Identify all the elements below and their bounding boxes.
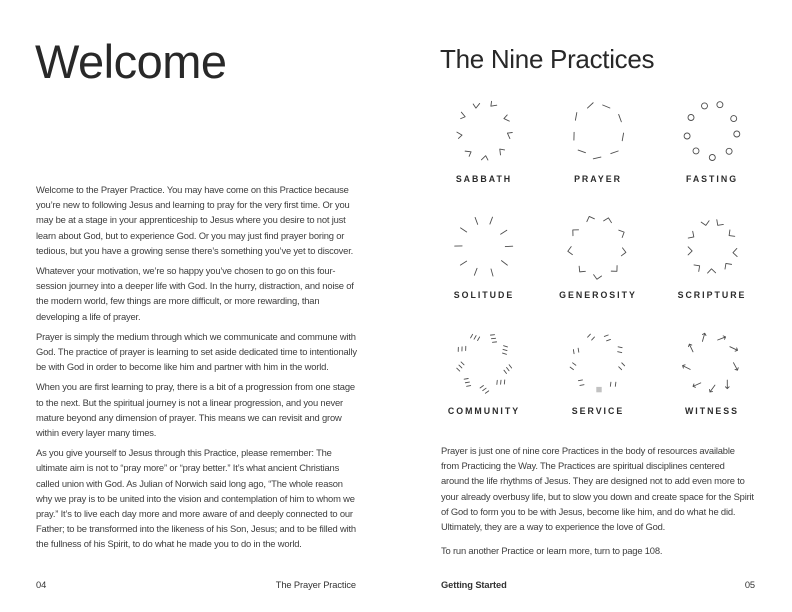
practice-cell-sabbath <box>441 96 527 184</box>
solitude-icon <box>452 212 516 286</box>
practice-cell-community <box>441 328 527 416</box>
practices-grid-row <box>441 96 755 184</box>
practice-cell-generosity <box>555 212 641 300</box>
running-header-section: The Prayer Practice <box>275 580 356 590</box>
practice-cell-solitude <box>441 212 527 300</box>
page-number: 04 <box>36 580 47 590</box>
scripture-icon <box>680 212 744 286</box>
paragraph: When you are first learning to pray, there is a bit of a progression from one stage to the next. But the spiritual journey is not a linear progression, and you never mature beyond any dimension of prayer. This means we can revisit and grow within every layer many times. <box>36 381 355 439</box>
practices-grid-row <box>441 328 755 416</box>
service-icon <box>566 328 630 402</box>
witness-icon <box>680 328 744 402</box>
practice-label: SOLITUDE <box>453 290 515 300</box>
prayer-icon <box>566 96 630 170</box>
community-icon <box>452 328 516 402</box>
practice-cell-fasting <box>669 96 755 184</box>
practice-label: GENEROSITY <box>559 290 637 300</box>
fasting-icon <box>680 96 744 170</box>
practice-label: SABBATH <box>455 174 513 184</box>
page-title: Welcome <box>35 35 227 88</box>
practice-label: FASTING <box>685 174 739 184</box>
practice-cell-witness <box>669 328 755 416</box>
practice-cell-service <box>555 328 641 416</box>
generosity-icon <box>566 212 630 286</box>
right-page-footer <box>441 580 755 590</box>
paragraph: To run another Practice or learn more, turn to page 108. <box>441 545 663 557</box>
left-page-body <box>36 182 360 552</box>
left-page-footer <box>36 580 356 590</box>
practice-label: WITNESS <box>684 406 740 416</box>
right-page-body <box>441 443 755 563</box>
paragraph: As you give yourself to Jesus through this Practice, please remember: The ultimate aim is not to “pray more” or “pray better.” It’s what ancient Christians called union with God. As Julian of Norwich said long ago, “The whole reason why we pray is to be united into the vision and contemplation of him to whom we pray.” It’s to live each day more and more aware of and deeply connected to our Father; to be transformed into the likeness of his Son, Jesus; and to be filled with the fullness of his Spirit, to do what he made you to do in the world. <box>36 447 356 550</box>
paragraph: Prayer is simply the medium through which we communicate and commune with God. The practice of prayer is learning to set aside dedicated time to intentionally be with God in order to become like him and partner with him in the world. <box>36 330 357 373</box>
paragraph: Welcome to the Prayer Practice. You may have come on this Practice because you’re new to following Jesus and learning to pray for the very first time. Or you may be at a stage in your apprenticeship to Jesus where you desire to not just learn about God, but to experience God. Or you may just find prayer boring or tedious, but you have a growing sense there’s something you’ve yet to discover. <box>36 184 354 256</box>
practice-cell-scripture <box>669 212 755 300</box>
practices-grid-row <box>441 212 755 300</box>
practice-label: SCRIPTURE <box>677 290 747 300</box>
practice-label: COMMUNITY <box>447 406 521 416</box>
paragraph: Whatever your motivation, we’re so happy you’ve chosen to go on this four-session journey into a deeper life with God. In the hurry, distraction, and noise of the modern world, few things are more difficult, or more rewarding, than developing a life of prayer. <box>36 265 354 322</box>
page-number: 05 <box>744 580 755 590</box>
paragraph: Prayer is just one of nine core Practices in the body of resources available from Practicing the Way. The Practices are spiritual disciplines centered around the life rhythms of Jesus. They are designed not to add even more to your already overbusy life, but to slow you down and create space for the Spirit of God to form you to be with Jesus, become like him, and do what he did. Ultimately, they are a way to experience the love of God. <box>441 445 754 533</box>
practice-cell-prayer <box>555 96 641 184</box>
practices-grid <box>441 96 755 444</box>
practice-label: PRAYER <box>574 174 622 184</box>
practice-label: SERVICE <box>571 406 625 416</box>
sabbath-icon <box>452 96 516 170</box>
running-header-section: Getting Started <box>441 580 507 590</box>
page-title: The Nine Practices <box>440 44 655 74</box>
